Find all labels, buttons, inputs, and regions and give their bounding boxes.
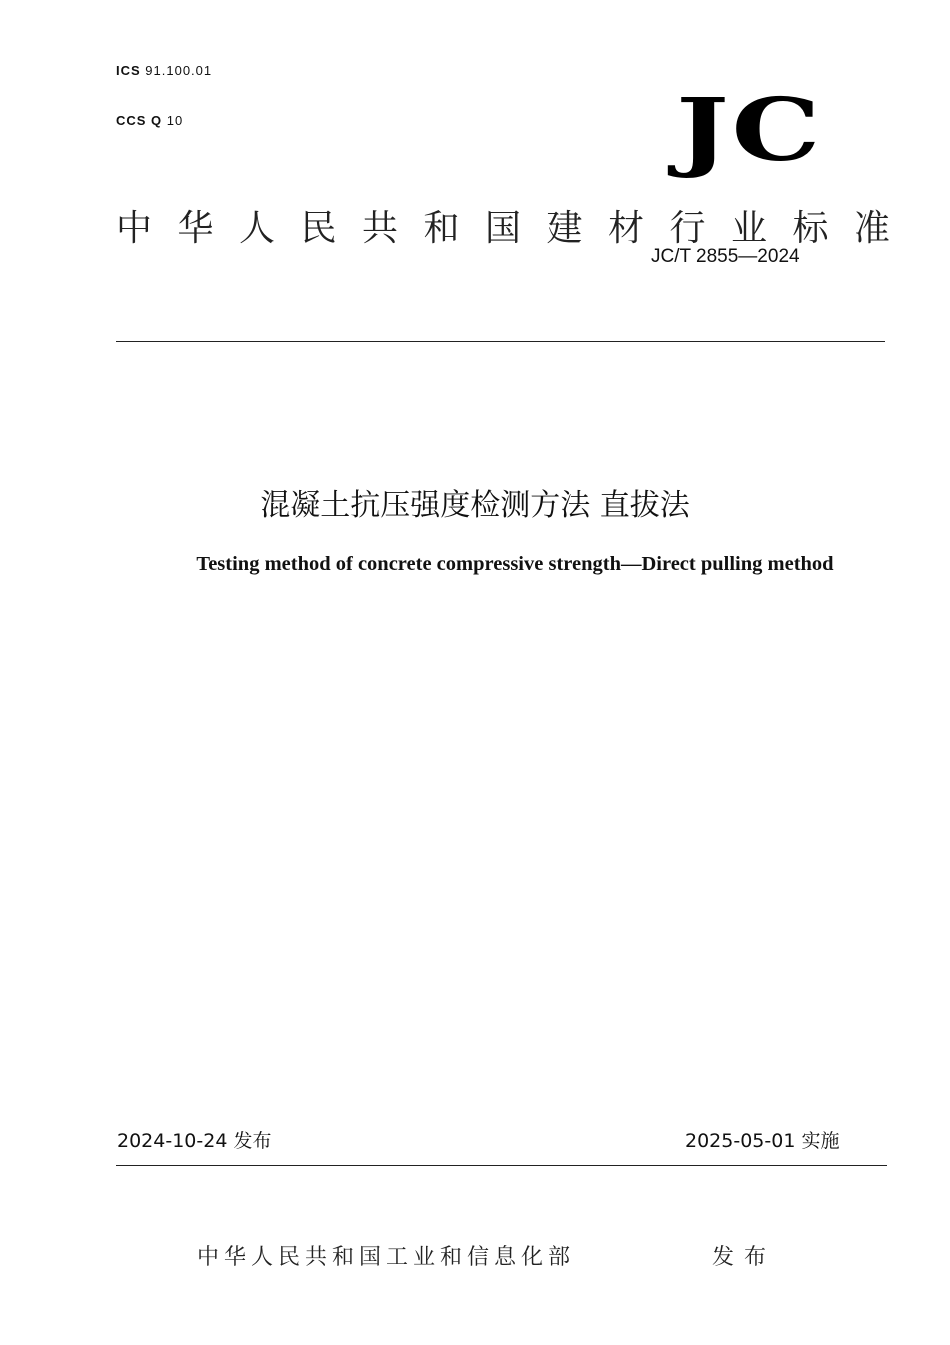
ics-code: [116, 63, 212, 78]
publisher-name: 中华人民共和国工业和信息化部: [197, 1245, 576, 1270]
implementation-date: 2025-05-01 实施: [685, 1130, 840, 1152]
issue-date: 2024-10-24 发布: [117, 1130, 272, 1152]
publish-label: 发布: [712, 1245, 777, 1270]
ccs-label: CCS Q: [116, 113, 163, 128]
standard-number: JC/T 2855—2024: [651, 246, 800, 267]
jc-logo: JC: [676, 80, 824, 181]
ccs-value: 10: [166, 113, 184, 128]
english-title: Testing method of concrete compressive strength—Direct pulling method: [196, 553, 834, 575]
bottom-divider: [116, 1165, 887, 1166]
ics-value: 91.100.01: [145, 63, 213, 78]
chinese-title: 混凝土抗压强度检测方法 直拔法: [260, 488, 690, 523]
ics-label: ICS: [116, 63, 141, 78]
ccs-code: [116, 113, 183, 128]
top-divider: [116, 341, 885, 342]
standard-category: 中华人民共和国建材行业标准: [116, 208, 916, 249]
